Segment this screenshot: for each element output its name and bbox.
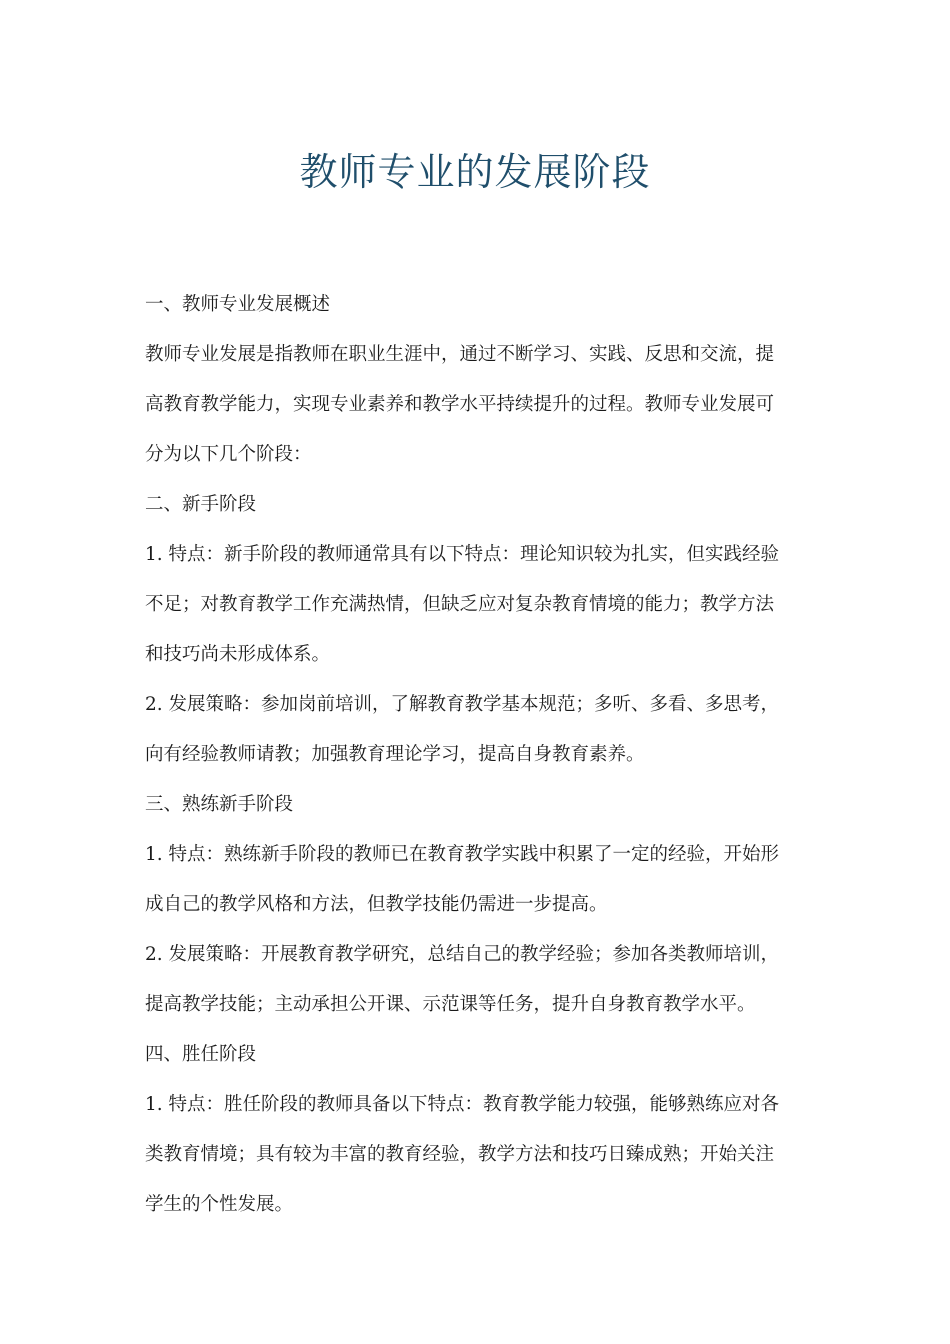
paragraph-line: 提高教学技能；主动承担公开课、示范课等任务，提升自身教育教学水平。 bbox=[145, 994, 756, 1015]
paragraph-line: 类教育情境；具有较为丰富的教育经验，教学方法和技巧日臻成熟；开始关注 bbox=[145, 1144, 775, 1165]
paragraph-line: 2. 发展策略：参加岗前培训，了解教育教学基本规范；多听、多看、多思考， bbox=[145, 694, 780, 715]
section-heading-competent: 四、胜任阶段 bbox=[145, 1044, 257, 1065]
paragraph-line: 向有经验教师请教；加强教育理论学习，提高自身教育素养。 bbox=[145, 744, 645, 765]
paragraph-line: 1. 特点：新手阶段的教师通常具有以下特点：理论知识较为扎实，但实践经验 bbox=[145, 544, 780, 565]
paragraph-line: 2. 发展策略：开展教育教学研究，总结自己的教学经验；参加各类教师培训， bbox=[145, 944, 780, 965]
paragraph-line: 不足；对教育教学工作充满热情，但缺乏应对复杂教育情境的能力；教学方法 bbox=[145, 594, 775, 615]
paragraph-line: 教师专业发展是指教师在职业生涯中，通过不断学习、实践、反思和交流，提 bbox=[145, 344, 775, 365]
paragraph-line: 成自己的教学风格和方法，但教学技能仍需进一步提高。 bbox=[145, 894, 608, 915]
section-heading-novice: 二、新手阶段 bbox=[145, 494, 257, 515]
section-heading-skilled-novice: 三、熟练新手阶段 bbox=[145, 794, 294, 815]
section-heading-overview: 一、教师专业发展概述 bbox=[145, 294, 331, 315]
paragraph-line: 1. 特点：熟练新手阶段的教师已在教育教学实践中积累了一定的经验，开始形 bbox=[145, 844, 780, 865]
paragraph-line: 和技巧尚未形成体系。 bbox=[145, 644, 331, 665]
paragraph-line: 1. 特点：胜任阶段的教师具备以下特点：教育教学能力较强，能够熟练应对各 bbox=[145, 1094, 780, 1115]
paragraph-line: 分为以下几个阶段： bbox=[145, 444, 312, 465]
document-body bbox=[145, 280, 807, 1230]
paragraph-line: 高教育教学能力，实现专业素养和教学水平持续提升的过程。教师专业发展可 bbox=[145, 394, 775, 415]
document-title: 教师专业的发展阶段 bbox=[299, 150, 651, 194]
paragraph-line: 学生的个性发展。 bbox=[145, 1194, 294, 1215]
